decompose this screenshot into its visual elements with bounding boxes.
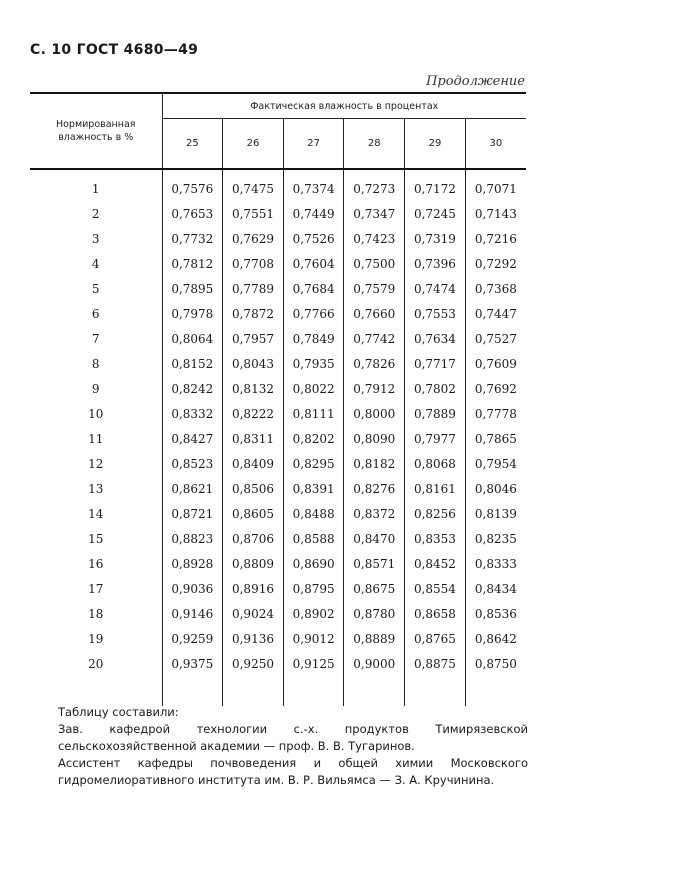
table-cell: 0,9136 — [223, 626, 284, 651]
table-cell: 0,7551 — [223, 201, 284, 226]
table-cell: 0,8750 — [474, 656, 517, 671]
continuation-label: Продолжение — [426, 74, 525, 89]
group-header: Фактическая влажность в процентах — [162, 93, 526, 119]
table-cell: 0,7889 — [405, 401, 466, 426]
table-cell: 0,8452 — [405, 551, 466, 576]
row-number: 10 — [30, 401, 162, 426]
table-cell: 0,7553 — [405, 301, 466, 326]
table-cell: 0,8889 — [344, 626, 405, 651]
table-row — [30, 501, 526, 526]
table-cell: 0,8916 — [223, 576, 284, 601]
table-cell: 0,7895 — [162, 276, 223, 301]
table-cell: 0,8333 — [474, 556, 517, 571]
table-cell: 0,7475 — [223, 169, 284, 201]
table-cell: 0,8139 — [474, 506, 517, 521]
table-cell: 0,8875 — [405, 651, 466, 676]
table-cell: 0,7579 — [344, 276, 405, 301]
row-number: 4 — [30, 251, 162, 276]
table-cell: 0,8780 — [344, 601, 405, 626]
table-cell: 0,7653 — [162, 201, 223, 226]
table-cell: 0,7977 — [405, 426, 466, 451]
spacer-cell — [465, 676, 526, 706]
table-cell: 0,8043 — [223, 351, 284, 376]
table-cell: 0,7692 — [474, 381, 517, 396]
row-number: 2 — [30, 201, 162, 226]
table-cell: 0,8571 — [344, 551, 405, 576]
table-cell: 0,8706 — [223, 526, 284, 551]
table-cell: 0,8928 — [162, 551, 223, 576]
table-row — [30, 326, 526, 351]
table-body — [30, 169, 526, 706]
table-cell: 0,8222 — [223, 401, 284, 426]
row-number: 19 — [30, 626, 162, 651]
table-cell: 0,7526 — [283, 226, 344, 251]
table-cell: 0,8256 — [405, 501, 466, 526]
table-cell: 0,8311 — [223, 426, 284, 451]
table-row — [30, 351, 526, 376]
table-cell: 0,7717 — [405, 351, 466, 376]
table-cell: 0,8765 — [405, 626, 466, 651]
table-cell: 0,7789 — [223, 276, 284, 301]
table-row — [30, 226, 526, 251]
table-cell: 0,7604 — [283, 251, 344, 276]
table-cell: 0,7872 — [223, 301, 284, 326]
row-number: 6 — [30, 301, 162, 326]
table-cell: 0,8372 — [344, 501, 405, 526]
table-cell: 0,8809 — [223, 551, 284, 576]
table-cell: 0,8523 — [162, 451, 223, 476]
row-header: Нормированная влажность в % — [30, 93, 162, 169]
table-cell: 0,7826 — [344, 351, 405, 376]
page-label: С. 10 ГОСТ 4680—49 — [30, 42, 199, 58]
table-cell: 0,8795 — [283, 576, 344, 601]
table-cell: 0,8295 — [283, 451, 344, 476]
table-cell: 0,8111 — [283, 401, 344, 426]
table-cell: 0,7474 — [405, 276, 466, 301]
table-cell: 0,7527 — [474, 331, 517, 346]
table-cell: 0,8621 — [162, 476, 223, 501]
row-number: 12 — [30, 451, 162, 476]
table-row — [30, 626, 526, 651]
row-number: 15 — [30, 526, 162, 551]
table-row — [30, 426, 526, 451]
table-cell: 0,7732 — [162, 226, 223, 251]
table-cell: 0,7812 — [162, 251, 223, 276]
row-number: 5 — [30, 276, 162, 301]
table-cell: 0,8409 — [223, 451, 284, 476]
table-cell: 0,7292 — [474, 256, 517, 271]
row-number: 8 — [30, 351, 162, 376]
table-row — [30, 651, 526, 676]
table-row — [30, 376, 526, 401]
table-cell: 0,7778 — [474, 406, 517, 421]
table-cell: 0,8658 — [405, 601, 466, 626]
table-cell: 0,8536 — [474, 606, 517, 621]
table-row — [30, 169, 526, 201]
table-cell: 0,8642 — [474, 631, 517, 646]
moisture-table — [30, 92, 526, 706]
row-number: 3 — [30, 226, 162, 251]
table-cell: 0,8470 — [344, 526, 405, 551]
table-cell: 0,7143 — [474, 206, 517, 221]
table-cell: 0,8235 — [474, 531, 517, 546]
table-cell: 0,8090 — [344, 426, 405, 451]
row-number: 16 — [30, 551, 162, 576]
table-row — [30, 251, 526, 276]
table-cell: 0,7684 — [283, 276, 344, 301]
table-cell: 0,7347 — [344, 201, 405, 226]
table-row — [30, 476, 526, 501]
table-cell: 0,7957 — [223, 326, 284, 351]
row-number: 17 — [30, 576, 162, 601]
table-cell: 0,7172 — [405, 169, 466, 201]
table-cell: 0,7912 — [344, 376, 405, 401]
row-number: 11 — [30, 426, 162, 451]
table-row — [30, 526, 526, 551]
spacer-cell — [162, 676, 223, 706]
column-header: 26 — [223, 119, 284, 170]
table-cell: 0,8690 — [283, 551, 344, 576]
table-cell: 0,7865 — [474, 431, 517, 446]
table-cell: 0,7802 — [405, 376, 466, 401]
table-cell: 0,7500 — [344, 251, 405, 276]
spacer-cell — [283, 676, 344, 706]
table-cell: 0,8068 — [405, 451, 466, 476]
table-spacer-row — [30, 676, 526, 706]
spacer-cell — [405, 676, 466, 706]
table-cell: 0,8202 — [283, 426, 344, 451]
table-cell: 0,8434 — [474, 581, 517, 596]
table-cell: 0,8902 — [283, 601, 344, 626]
table-row — [30, 551, 526, 576]
table-cell: 0,9146 — [162, 601, 223, 626]
table-row — [30, 301, 526, 326]
table-cell: 0,7449 — [283, 201, 344, 226]
column-header: 29 — [405, 119, 466, 170]
table-cell: 0,8161 — [405, 476, 466, 501]
table-cell: 0,7423 — [344, 226, 405, 251]
column-header: 27 — [283, 119, 344, 170]
spacer-cell — [344, 676, 405, 706]
spacer-cell — [30, 676, 162, 706]
table-cell: 0,9000 — [344, 651, 405, 676]
author-1: Зав. кафедрой технологии с.-х. продуктов Тимирязевской сельскохозяйственной академии — проф. В. В. Тугаринов. — [58, 722, 528, 753]
table-cell: 0,7071 — [474, 181, 517, 196]
table-cell: 0,8332 — [162, 401, 223, 426]
table-cell: 0,7245 — [405, 201, 466, 226]
table-cell: 0,8064 — [162, 326, 223, 351]
table-cell: 0,9024 — [223, 601, 284, 626]
table-cell: 0,8391 — [283, 476, 344, 501]
table-cell: 0,8721 — [162, 501, 223, 526]
column-header: 28 — [344, 119, 405, 170]
table-row — [30, 601, 526, 626]
table-cell: 0,7273 — [344, 169, 405, 201]
table-cell: 0,8588 — [283, 526, 344, 551]
row-number: 7 — [30, 326, 162, 351]
table-row — [30, 201, 526, 226]
table-cell: 0,7374 — [283, 169, 344, 201]
table-cell: 0,7319 — [405, 226, 466, 251]
table-cell: 0,7576 — [162, 169, 223, 201]
table-cell: 0,8182 — [344, 451, 405, 476]
table-cell: 0,9250 — [223, 651, 284, 676]
table-cell: 0,8353 — [405, 526, 466, 551]
row-number: 1 — [30, 169, 162, 201]
column-header: 30 — [465, 119, 526, 170]
table-cell: 0,8276 — [344, 476, 405, 501]
table-cell: 0,7634 — [405, 326, 466, 351]
table-cell: 0,7447 — [474, 306, 517, 321]
table-row — [30, 576, 526, 601]
table-cell: 0,7742 — [344, 326, 405, 351]
table-cell: 0,8488 — [283, 501, 344, 526]
table-cell: 0,8132 — [223, 376, 284, 401]
spacer-cell — [223, 676, 284, 706]
row-number: 9 — [30, 376, 162, 401]
table-cell: 0,7660 — [344, 301, 405, 326]
table-cell: 0,8605 — [223, 501, 284, 526]
row-number: 14 — [30, 501, 162, 526]
table-cell: 0,7766 — [283, 301, 344, 326]
table-cell: 0,9375 — [162, 651, 223, 676]
footer — [58, 704, 528, 789]
table-cell: 0,8427 — [162, 426, 223, 451]
table-cell: 0,8506 — [223, 476, 284, 501]
table-cell: 0,8046 — [474, 481, 517, 496]
row-number: 18 — [30, 601, 162, 626]
table-cell: 0,8000 — [344, 401, 405, 426]
table-cell: 0,9125 — [283, 651, 344, 676]
table-header — [30, 93, 526, 169]
row-number: 13 — [30, 476, 162, 501]
table-cell: 0,7396 — [405, 251, 466, 276]
table-row — [30, 401, 526, 426]
column-header: 25 — [162, 119, 223, 170]
row-number: 20 — [30, 651, 162, 676]
table-cell: 0,7629 — [223, 226, 284, 251]
table-cell: 0,9012 — [283, 626, 344, 651]
table-row — [30, 276, 526, 301]
table-cell: 0,8823 — [162, 526, 223, 551]
table-cell: 0,9259 — [162, 626, 223, 651]
table-cell: 0,7954 — [474, 456, 517, 471]
table-cell: 0,8022 — [283, 376, 344, 401]
table-cell: 0,7978 — [162, 301, 223, 326]
table-cell: 0,7216 — [474, 231, 517, 246]
table-cell: 0,7368 — [474, 281, 517, 296]
table-cell: 0,8675 — [344, 576, 405, 601]
table-cell: 0,7849 — [283, 326, 344, 351]
table-cell: 0,8152 — [162, 351, 223, 376]
table-cell: 0,7935 — [283, 351, 344, 376]
table-cell: 0,8242 — [162, 376, 223, 401]
table-cell: 0,7708 — [223, 251, 284, 276]
compiled-by: Таблицу составили: — [58, 705, 179, 719]
table-cell: 0,8554 — [405, 576, 466, 601]
table-cell: 0,9036 — [162, 576, 223, 601]
author-2: Ассистент кафедры почвоведения и общей химии Московского гидромелиоративного института им. В. Р. Вильямса — З. А. Кручинина. — [58, 756, 528, 787]
table-row — [30, 451, 526, 476]
table-cell: 0,7609 — [474, 356, 517, 371]
